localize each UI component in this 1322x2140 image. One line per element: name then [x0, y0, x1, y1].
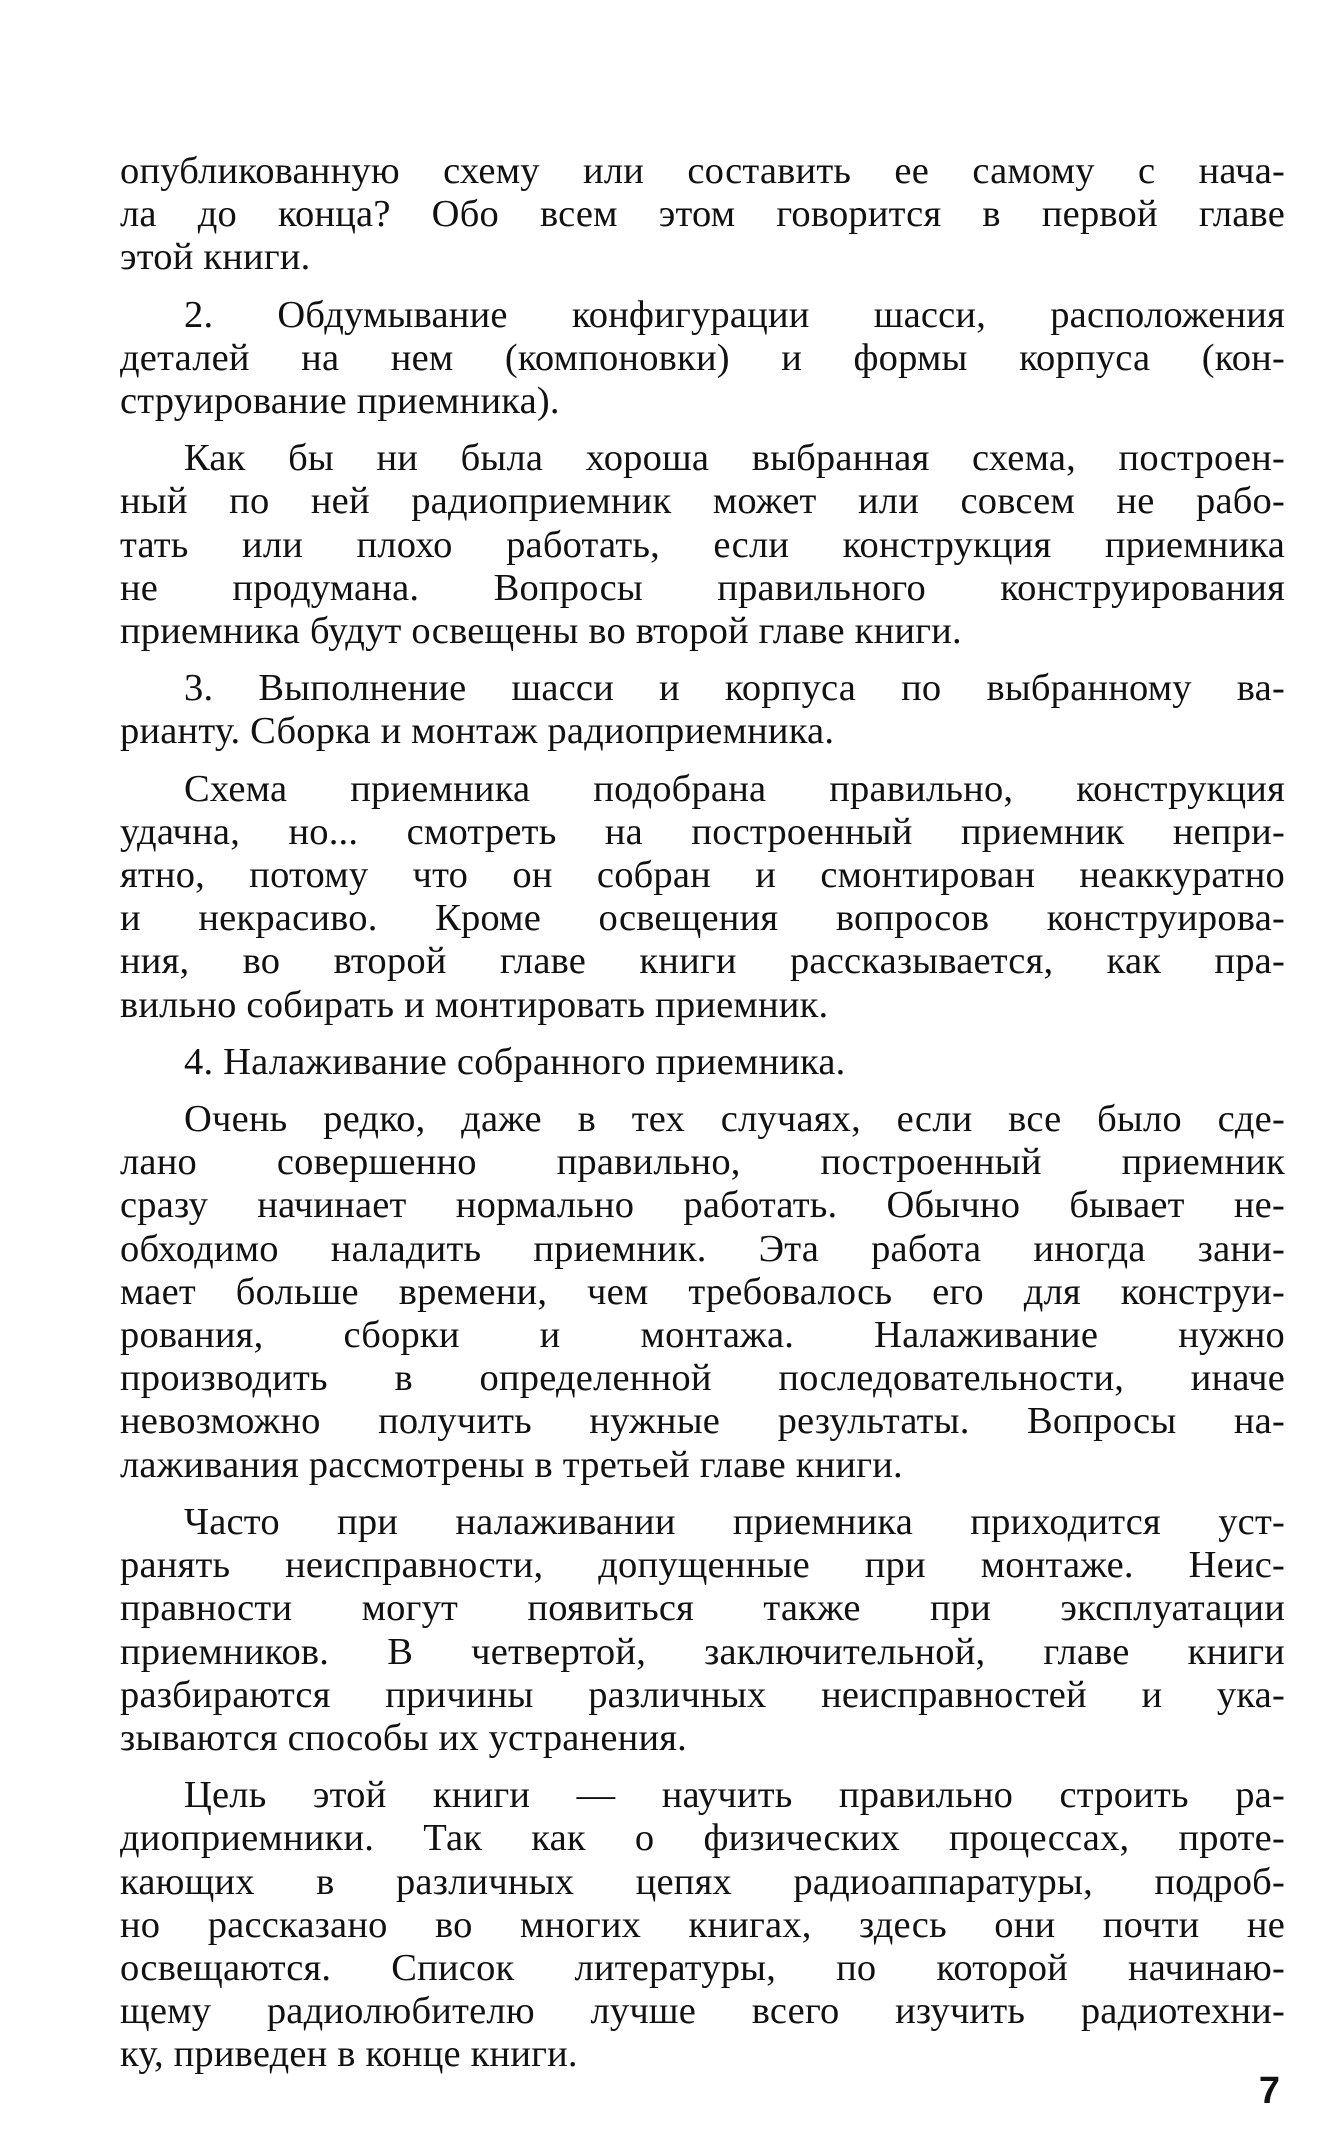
text-line: ния, во второй главе книги рассказывается, как пра- [120, 940, 1285, 983]
text-line: Схема приемника подобрана правильно, конструкция [184, 767, 1285, 810]
text-line: ку, приведен в конце книги. [120, 2033, 578, 2076]
text-line: зываются способы их устранения. [120, 1716, 688, 1759]
paragraph-4 [120, 667, 1285, 753]
text-line: не продумана. Вопросы правильного конструирования [120, 566, 1285, 609]
text-line: Цель этой книги — научить правильно строить ра- [184, 1774, 1285, 1817]
text-line: ранять неисправности, допущенные при монтаже. Неис- [120, 1544, 1285, 1587]
text-line: Очень редко, даже в тех случаях, если все было сде- [184, 1098, 1285, 1141]
text-line: струирование приемника). [120, 380, 560, 423]
text-line: ный по ней радиоприемник может или совсем не рабо- [120, 480, 1285, 523]
text-line: опубликованную схему или составить ее самому с нача- [120, 150, 1285, 192]
text-line: 3. Выполнение шасси и корпуса по выбранному ва- [184, 667, 1285, 710]
text-line: удачна, но... смотреть на построенный приемник непри- [120, 810, 1285, 853]
body-text [120, 150, 1285, 2077]
text-line: правности могут появиться также при эксплуатации [120, 1587, 1285, 1630]
text-line: и некрасиво. Кроме освещения вопросов конструирова- [120, 897, 1285, 940]
text-line: лаживания рассмотрены в третьей главе книги. [120, 1443, 903, 1486]
text-line: приемника будут освещены во второй главе книги. [120, 610, 962, 653]
text-line: лано совершенно правильно, построенный приемник [120, 1141, 1285, 1184]
text-line: разбираются причины различных неисправностей и ука- [120, 1673, 1285, 1716]
text-line: этой книги. [120, 236, 311, 279]
paragraph-3 [120, 437, 1285, 653]
text-line: невозможно получить нужные результаты. Вопросы на- [120, 1400, 1285, 1443]
text-line: приемников. В четвертой, заключительной, главе книги [120, 1630, 1285, 1673]
text-line: кающих в различных цепях радиоаппаратуры, подроб- [120, 1860, 1285, 1903]
text-line: Как бы ни была хороша выбранная схема, построен- [184, 437, 1285, 480]
text-line: щему радиолюбителю лучше всего изучить радиотехни- [120, 1990, 1285, 2033]
text-line: но рассказано во многих книгах, здесь они почти не [120, 1903, 1285, 1946]
text-line: обходимо наладить приемник. Эта работа иногда зани- [120, 1227, 1285, 1270]
text-line: диоприемники. Так как о физических процессах, проте- [120, 1817, 1285, 1860]
text-line: ла до конца? Обо всем этом говорится в первой главе [120, 193, 1285, 236]
paragraph-2 [120, 294, 1285, 424]
paragraph-6 [120, 1041, 1285, 1084]
text-line: мает больше времени, чем требовалось его для конструи- [120, 1270, 1285, 1313]
paragraph-5 [120, 768, 1285, 1027]
text-line: освещаются. Список литературы, по которой начинаю- [120, 1946, 1285, 1989]
text-line: Часто при налаживании приемника приходится уст- [184, 1500, 1285, 1543]
paragraph-8 [120, 1501, 1285, 1760]
text-line: вильно собирать и монтировать приемник. [120, 983, 829, 1026]
paragraph-1 [120, 150, 1285, 280]
text-line: 4. Налаживание собранного приемника. [184, 1040, 846, 1083]
text-line: ятно, потому что он собран и смонтирован неаккуратно [120, 854, 1285, 897]
text-line: тать или плохо работать, если конструкция приемника [120, 523, 1285, 566]
text-line: 2. Обдумывание конфигурации шасси, расположения [184, 293, 1285, 336]
text-line: рианту. Сборка и монтаж радиоприемника. [120, 710, 835, 753]
paragraph-9 [120, 1774, 1285, 2076]
paragraph-7 [120, 1098, 1285, 1487]
text-line: сразу начинает нормально работать. Обычно бывает не- [120, 1184, 1285, 1227]
page-number: 7 [1258, 2070, 1280, 2112]
text-line: рования, сборки и монтажа. Налаживание нужно [120, 1314, 1285, 1357]
text-line: производить в определенной последовательности, иначе [120, 1357, 1285, 1400]
text-line: деталей на нем (компоновки) и формы корпуса (кон- [120, 336, 1285, 379]
